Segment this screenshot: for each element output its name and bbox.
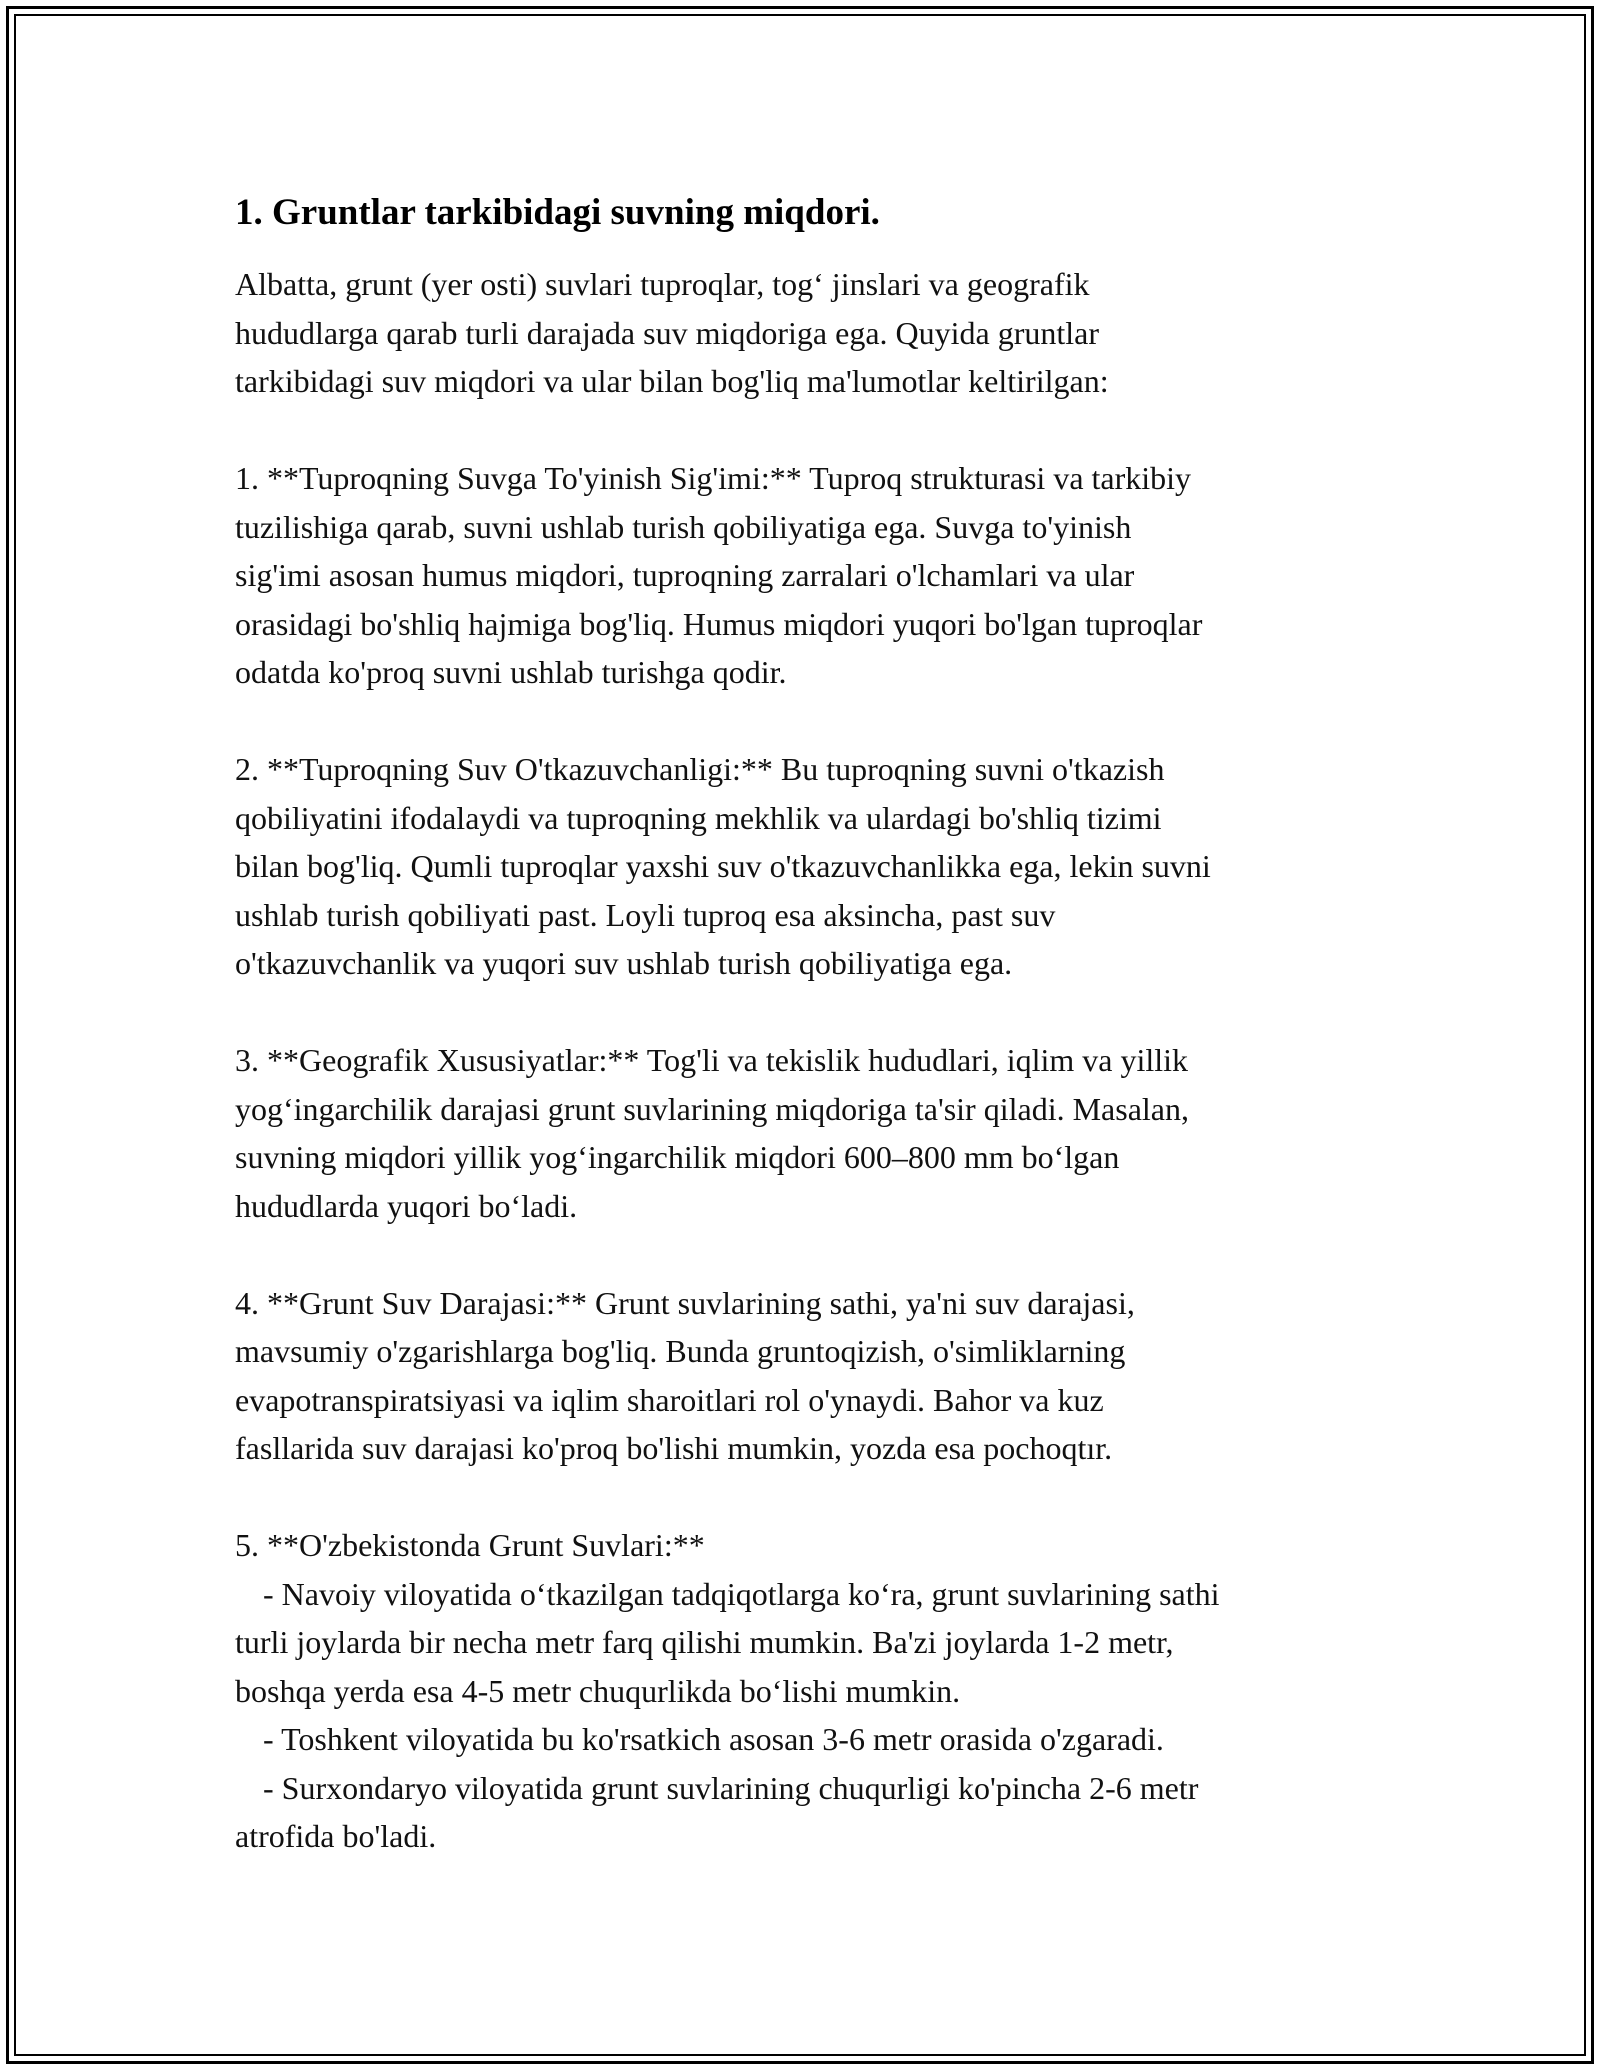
item-5-line: atrofida bo'ladi. (235, 1818, 437, 1854)
intro-line: Albatta, grunt (yer osti) suvlari tuproqlar, tog‘ jinslari va geografik (235, 266, 1090, 302)
item-5-heading: 5. **O'zbekistonda Grunt Suvlari:** (235, 1527, 705, 1563)
item-1-line: odatda ko'proq suvni ushlab turishga qodir. (235, 654, 787, 690)
item-5-bullet-surxondaryo (235, 1764, 1375, 1813)
item-4-line: mavsumiy o'zgarishlarga bog'liq. Bunda gruntoqizish, o'simliklarning (235, 1333, 1126, 1369)
intro-paragraph (235, 260, 1375, 406)
intro-line: hududlarga qarab turli darajada suv miqdoriga ega. Quyida gruntlar (235, 314, 1100, 351)
item-5-bullet-toshkent (235, 1715, 1375, 1764)
intro-line: tarkibidagi suv miqdori va ular bilan bog'liq ma'lumotlar keltirilgan: (235, 363, 1109, 399)
item-5-bullet-navoiy (235, 1570, 1375, 1619)
item-2-paragraph (235, 745, 1375, 988)
item-5-line: - Surxondaryo viloyatida grunt suvlarining chuqurligi ko'pincha 2-6 metr (263, 1769, 1199, 1806)
item-1-line: tuzilishiga qarab, suvni ushlab turish qobiliyatiga ega. Suvga to'yinish (235, 508, 1132, 545)
paragraph-gap (235, 406, 1375, 455)
item-5-paragraph (235, 1521, 1375, 1861)
item-4-paragraph (235, 1279, 1375, 1473)
item-5-line: boshqa yerda esa 4-5 metr chuqurlikda bo‘lishi mumkin. (235, 1672, 961, 1709)
document-body (235, 188, 1375, 1861)
item-4-line: 4. **Grunt Suv Darajasi:** Grunt suvlarining sathi, ya'ni suv darajasi, (235, 1284, 1135, 1321)
item-1-line: sig'imi asosan humus miqdori, tuproqning zarralari o'lchamlari va ular (235, 557, 1135, 593)
item-3-line: hududlarda yuqori bo‘ladi. (235, 1187, 578, 1224)
item-5-line: - Navoiy viloyatida o‘tkazilgan tadqiqotlarga ko‘ra, grunt suvlarining sathi (263, 1575, 1220, 1612)
item-2-line: bilan bog'liq. Qumli tuproqlar yaxshi suv o'tkazuvchanlikka ega, lekin suvni (235, 848, 1211, 884)
item-3-paragraph (235, 1036, 1375, 1230)
paragraph-gap (235, 697, 1375, 746)
item-2-line: qobiliyatini ifodalaydi va tuproqning mekhlik va ulardagi bo'shliq tizimi (235, 799, 1162, 836)
item-1-line: 1. **Tuproqning Suvga To'yinish Sig'imi:** Tuproq strukturasi va tarkibiy (235, 460, 1192, 496)
item-2-line: 2. **Tuproqning Suv O'tkazuvchanligi:** Bu tuproqning suvni o'tkazish (235, 751, 1165, 787)
paragraph-gap (235, 1230, 1375, 1279)
item-3-line: suvning miqdori yillik yog‘ingarchilik miqdori 600–800 mm bo‘lgan (235, 1139, 1120, 1175)
item-3-line: yog‘ingarchilik darajasi grunt suvlarining miqdoriga ta'sir qiladi. Masalan, (235, 1090, 1189, 1127)
paragraph-gap (235, 988, 1375, 1037)
item-4-line: evapotranspiratsiyasi va iqlim sharoitlari rol o'ynaydi. Bahor va kuz (235, 1381, 1104, 1418)
item-4-line: fasllarida suv darajasi ko'proq bo'lishi mumkin, yozda esa pochoqtır. (235, 1430, 1113, 1466)
item-1-paragraph (235, 454, 1375, 697)
item-5-line: - Toshkent viloyatida bu ko'rsatkich asosan 3-6 metr orasida o'zgaradi. (263, 1721, 1164, 1757)
item-2-line: o'tkazuvchanlik va yuqori suv ushlab turish qobiliyatiga ega. (235, 945, 1013, 981)
item-3-line: 3. **Geografik Xususiyatlar:** Tog'li va tekislik hududlari, iqlim va yillik (235, 1042, 1189, 1078)
document-title: 1. Gruntlar tarkibidagi suvning miqdori. (235, 192, 880, 233)
item-1-line: orasidagi bo'shliq hajmiga bog'liq. Humus miqdori yuqori bo'lgan tuproqlar (235, 605, 1203, 642)
paragraph-gap (235, 1473, 1375, 1522)
item-2-line: ushlab turish qobiliyati past. Loyli tuproq esa aksincha, past suv (235, 896, 1056, 933)
item-5-line: turli joylarda bir necha metr farq qilishi mumkin. Ba'zi joylarda 1-2 metr, (235, 1624, 1174, 1660)
